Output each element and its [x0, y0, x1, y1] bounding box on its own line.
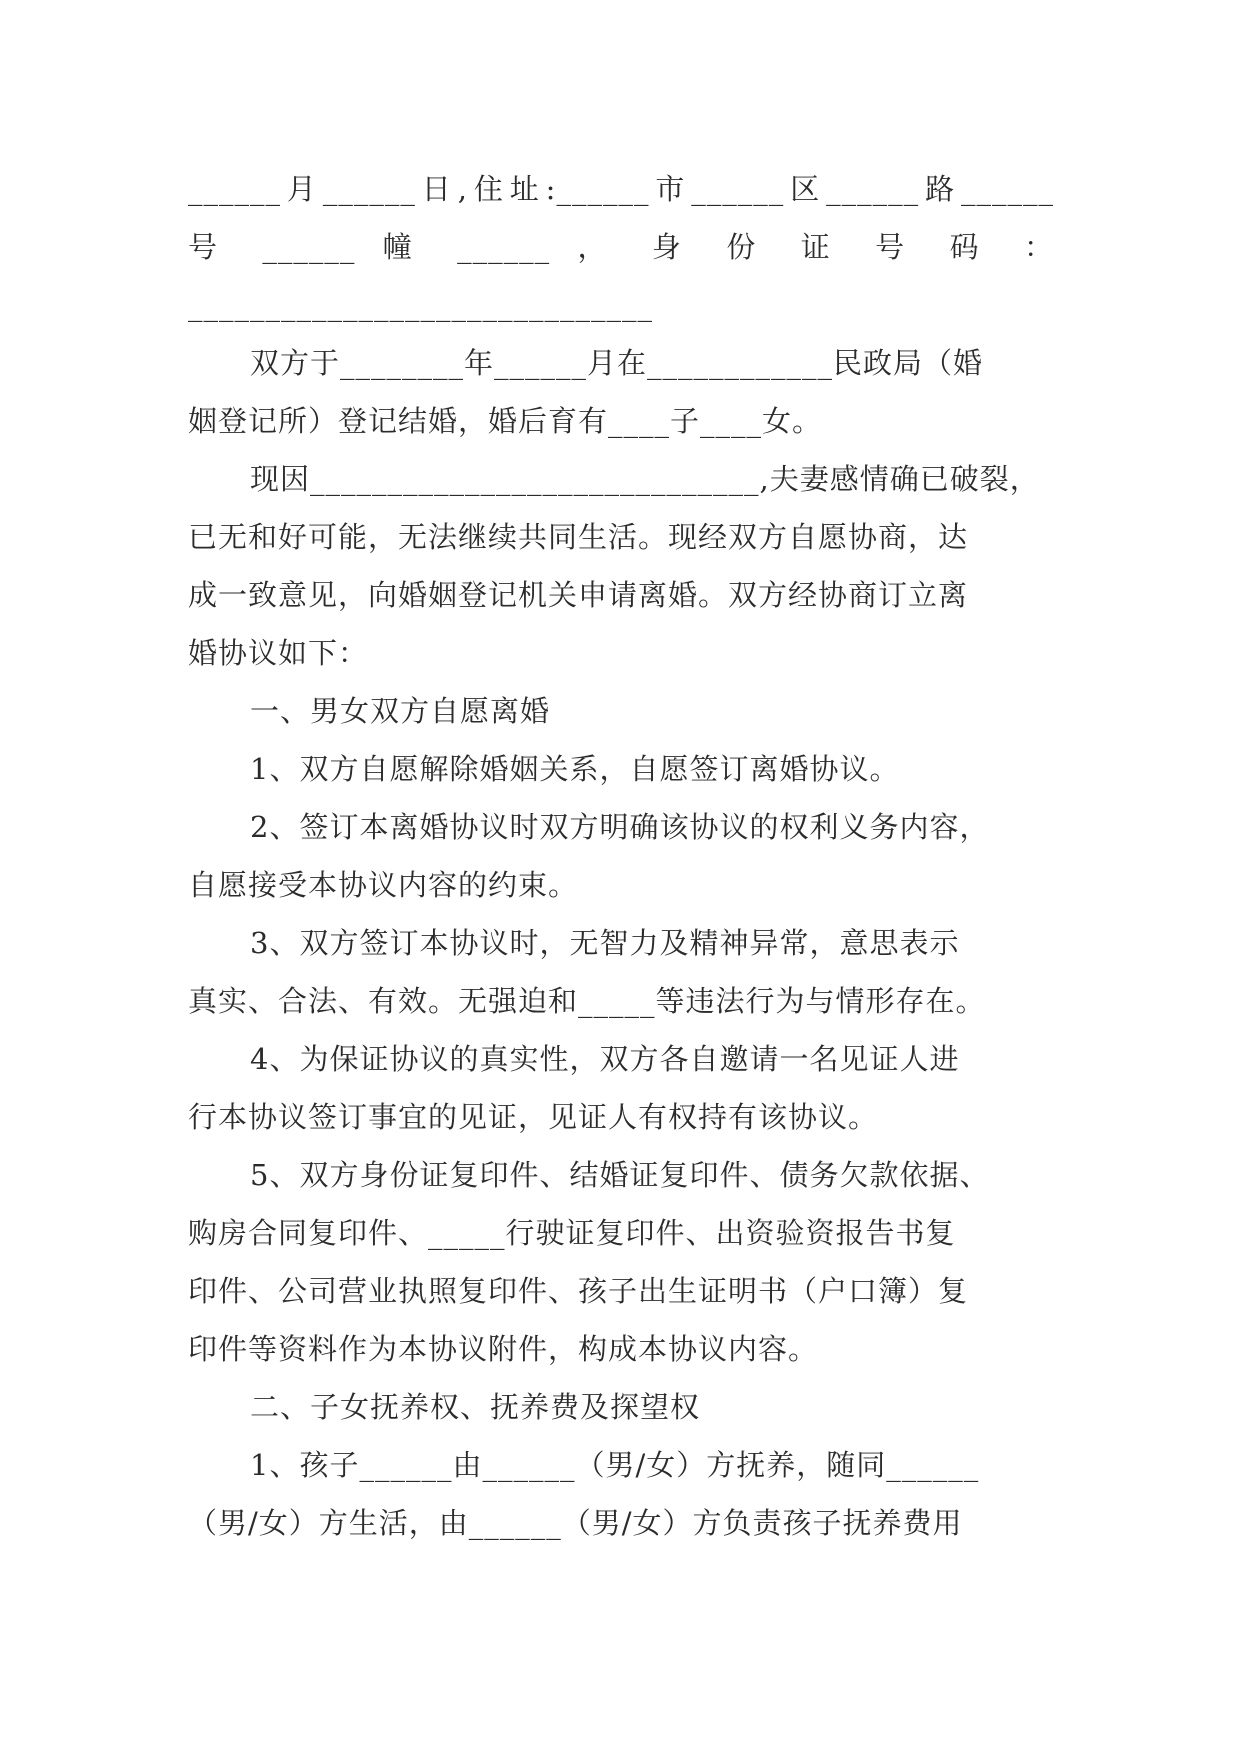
clause-1-1: 1、双方自愿解除婚姻关系，自愿签订离婚协议。 — [250, 752, 900, 786]
clause-2-1: 1、孩子______由______（男/女）方抚养，随同______ — [250, 1448, 980, 1482]
children-line: 姻登记所）登记结婚，婚后育有____子____女。 — [188, 404, 823, 438]
reason-continued-line-2: 成一致意见，向婚姻登记机关申请离婚。双方经协商订立离 — [188, 578, 969, 612]
address-line: ______月______日,住址:______市______区______路______ — [188, 172, 1054, 206]
id-number-line: 号 ______ 幢 ______ ， 身 份 证 号 码 ： — [188, 230, 1054, 264]
clause-1-4: 4、为保证协议的真实性，双方各自邀请一名见证人进 — [250, 1042, 960, 1076]
document-body — [188, 160, 1054, 1552]
section-heading-2: 二、子女抚养权、抚养费及探望权 — [250, 1390, 701, 1424]
clause-1-2: 2、签订本离婚协议时双方明确该协议的权利义务内容， — [250, 810, 990, 844]
clause-1-5-continued-2: 印件、公司营业执照复印件、孩子出生证明书（户口簿）复 — [188, 1274, 969, 1308]
reason-line: 现因_____________________________,夫妻感情确已破裂， — [250, 462, 1040, 496]
clause-1-3-continued: 真实、合法、有效。无强迫和_____等违法行为与情形存在。 — [188, 984, 986, 1018]
id-number-blank: ______________________________ — [188, 288, 653, 322]
marriage-registration-line: 双方于________年______月在____________民政局（婚 — [250, 346, 984, 380]
reason-continued-line-3: 婚协议如下： — [188, 636, 369, 670]
reason-continued-line-1: 已无和好可能，无法继续共同生活。现经双方自愿协商，达 — [188, 520, 969, 554]
clause-1-3: 3、双方签订本协议时，无智力及精神异常，意思表示 — [250, 926, 960, 960]
clause-1-5: 5、双方身份证复印件、结婚证复印件、债务欠款依据、 — [250, 1158, 990, 1192]
clause-1-2-continued: 自愿接受本协议内容的约束。 — [188, 868, 579, 902]
clause-1-4-continued: 行本协议签订事宜的见证，见证人有权持有该协议。 — [188, 1100, 879, 1134]
clause-2-1-continued: （男/女）方生活，由______（男/女）方负责孩子抚养费用 — [188, 1506, 963, 1540]
clause-1-5-continued-1: 购房合同复印件、_____行驶证复印件、出资验资报告书复 — [188, 1216, 956, 1250]
section-heading-1: 一、男女双方自愿离婚 — [250, 694, 551, 728]
clause-1-5-continued-3: 印件等资料作为本协议附件，构成本协议内容。 — [188, 1332, 819, 1366]
